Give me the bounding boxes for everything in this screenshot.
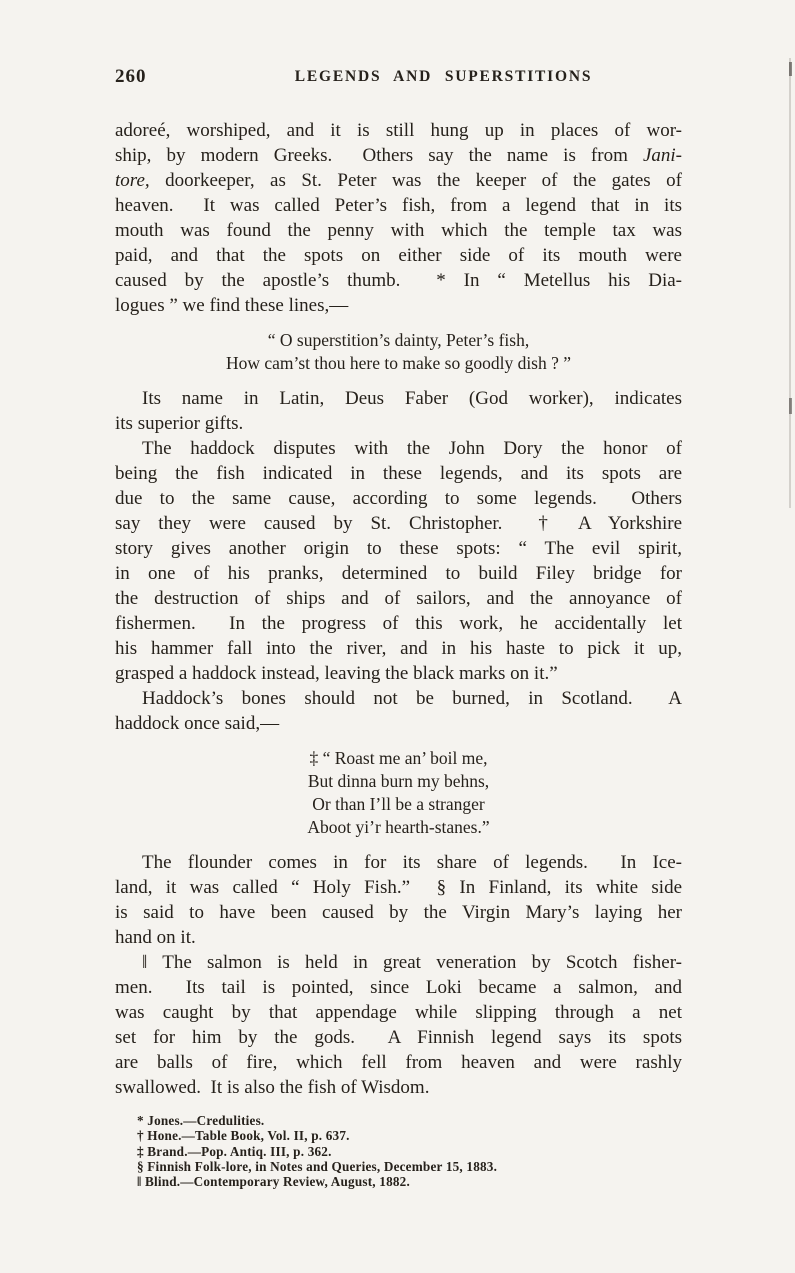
text-line: fishermen. In the progress of this work, he accidentally let [115,613,682,634]
text-line: “ O superstition’s dainty, Peter’s fish, [267,330,530,350]
text-line: tore, doorkeeper, as St. Peter was the keeper of the gates of [115,170,682,191]
text-line: But dinna burn my behns, [307,771,490,791]
text-line: land, it was called “ Holy Fish.” § In Finland, its white side [115,877,682,898]
paragraph-block [115,850,682,950]
text-line: grasped a haddock instead, leaving the black marks on it.” [115,663,558,684]
footnotes [137,1113,682,1189]
text-line: his hammer fall into the river, and in his haste to pick it up, [115,638,682,659]
text-line: The flounder comes in for its share of legends. In Ice- [142,852,682,873]
text-line: due to the same cause, according to some legends. Others [115,488,682,509]
text-line: logues ” we find these lines,— [115,295,349,316]
text-line: The haddock disputes with the John Dory the honor of [142,438,682,459]
text-line: men. Its tail is pointed, since Loki became a salmon, and [115,977,682,998]
paragraph-block [115,686,682,736]
text-line: Haddock’s bones should not be burned, in Scotland. A [142,688,682,709]
text-line: in one of his pranks, determined to build Filey bridge for [115,563,682,584]
text-line: ‡ “ Roast me an’ boil me, [309,748,488,768]
text-line: its superior gifts. [115,413,244,434]
paragraph-block [115,118,682,318]
scan-artifact [789,398,792,414]
text-line: Aboot yi’r hearth-stanes.” [307,817,490,837]
text-line: adoreé, worshiped, and it is still hung up in places of wor- [115,120,682,141]
running-head: LEGENDS AND SUPERSTITIONS [294,68,593,85]
verse-block [115,747,682,839]
footnote-line: * Jones.—Credulities. [137,1113,265,1128]
verse-block [115,329,682,375]
text-line: swallowed. It is also the fish of Wisdom. [115,1077,430,1098]
text-line: hand on it. [115,927,196,948]
paragraph-block [115,386,682,436]
body-text [115,118,682,1100]
text-line: Its name in Latin, Deus Faber (God worker), indicates [142,388,682,409]
text-line: haddock once said,— [115,713,280,734]
text-line: paid, and that the spots on either side of its mouth were [115,245,682,266]
text-line: is said to have been caused by the Virgin Mary’s laying her [115,902,682,923]
paragraph-block [115,950,682,1100]
page-number: 260 [115,66,147,87]
text-line: set for him by the gods. A Finnish legend says its spots [115,1027,682,1048]
text-line: being the fish indicated in these legends, and its spots are [115,463,682,484]
text-line: are balls of fire, which fell from heaven and were rashly [115,1052,682,1073]
scan-edge-artifact [789,58,791,508]
text-line: How cam’st thou here to make so goodly dish ? ” [225,353,572,373]
text-line: was caught by that appendage while slipping through a net [115,1002,682,1023]
text-line: the destruction of ships and of sailors, and the annoyance of [115,588,682,609]
text-line: ‖ The salmon is held in great veneration by Scotch fisher- [142,952,682,973]
text-line: story gives another origin to these spots: “ The evil spirit, [115,538,682,559]
text-line: ship, by modern Greeks. Others say the name is from Jani- [115,145,682,166]
footnote-line: § Finnish Folk-lore, in Notes and Queries, December 15, 1883. [137,1158,498,1174]
page-header [115,64,682,92]
text-line: caused by the apostle’s thumb. * In “ Metellus his Dia- [115,270,682,291]
text-line: heaven. It was called Peter’s fish, from a legend that in its [115,195,682,216]
text-line: say they were caused by St. Christopher. † A Yorkshire [115,513,682,534]
scan-artifact [789,62,792,76]
text-line: mouth was found the penny with which the temple tax was [115,220,682,241]
text-line: Or than I’ll be a stranger [312,794,485,814]
footnote-line: ‖ Blind.—Contemporary Review, August, 1882. [137,1174,410,1190]
paragraph-block [115,436,682,686]
footnote-line: ‡ Brand.—Pop. Antiq. III, p. 362. [137,1143,332,1159]
footnote-line: † Hone.—Table Book, Vol. II, p. 637. [137,1128,350,1144]
